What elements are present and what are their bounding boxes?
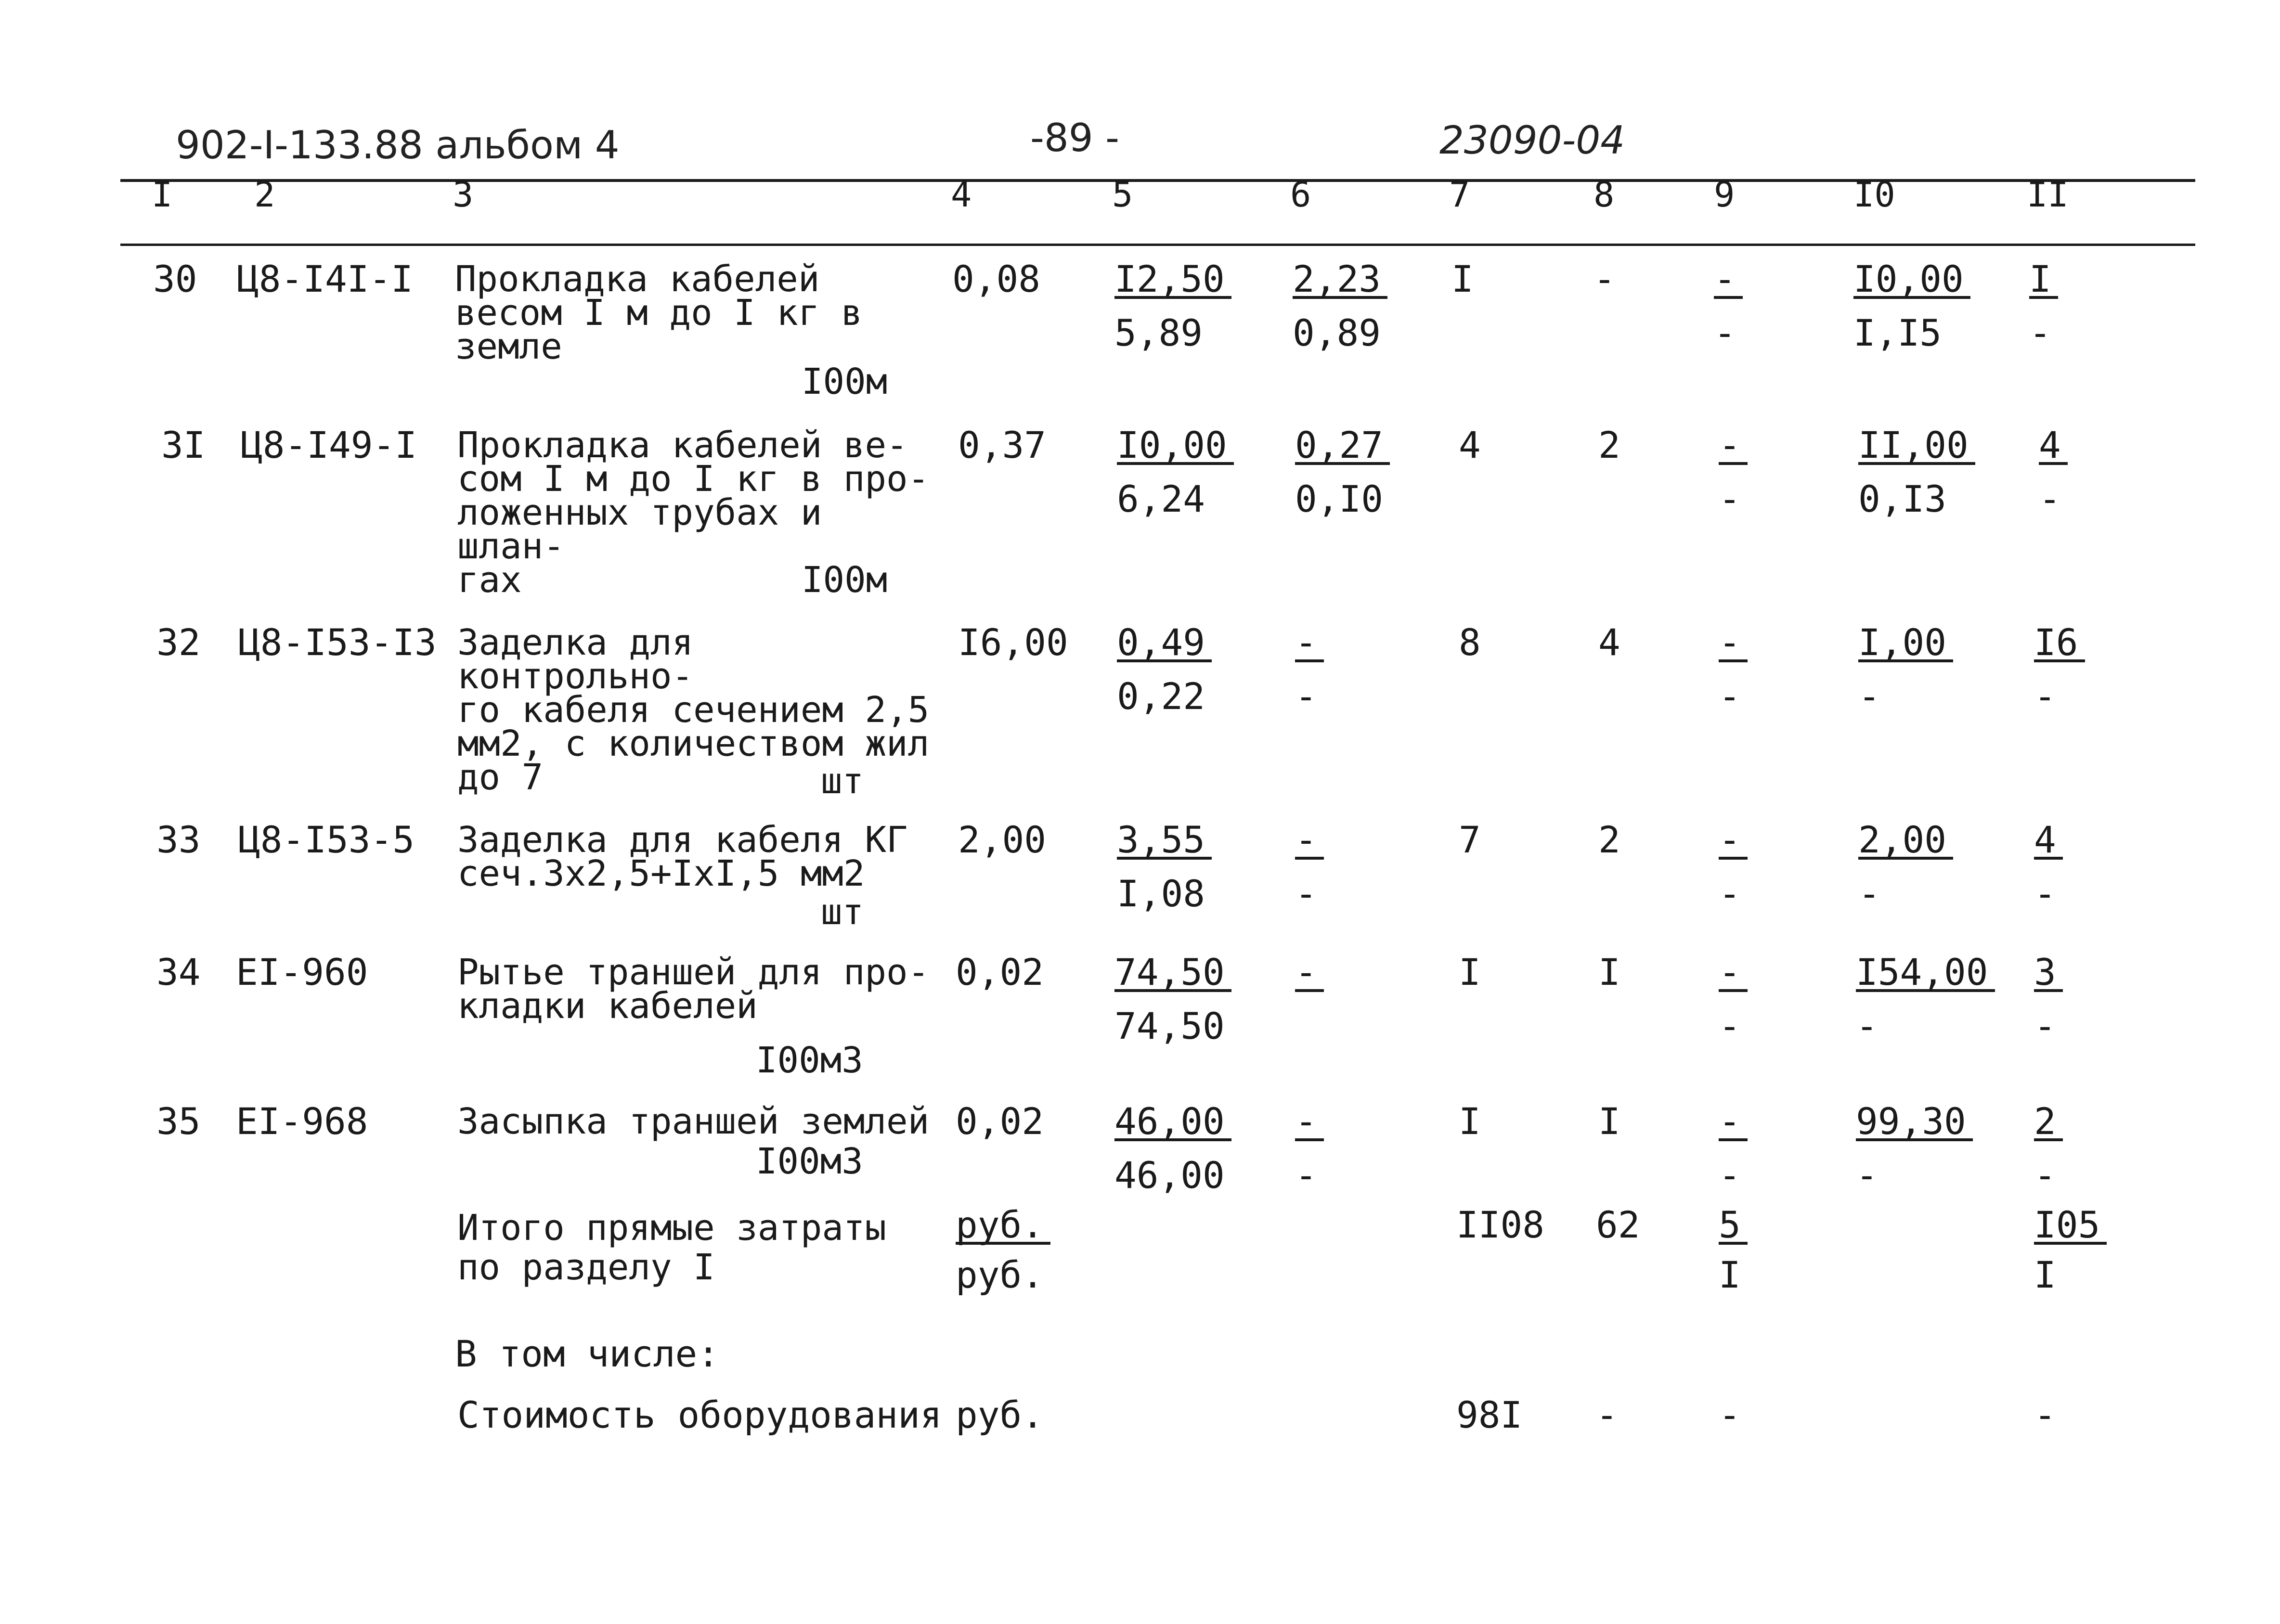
- row-33-col11: 4 -: [2034, 823, 2063, 911]
- col-num-8: 8: [1593, 174, 1615, 215]
- col-num-9: 9: [1714, 174, 1735, 215]
- stamp-code: 23090-04: [1439, 118, 1625, 163]
- row-31-num: 3I: [161, 424, 206, 466]
- equipment-col7: 98I: [1456, 1393, 1523, 1436]
- row-30-qty: 0,08: [952, 258, 1041, 300]
- row-34-num: 34: [156, 951, 201, 993]
- row-33-col8: 2: [1598, 818, 1620, 861]
- page-number: -89 -: [1030, 116, 1119, 160]
- row-34-col9: - -: [1719, 955, 1748, 1043]
- row-32-unit: шт: [821, 760, 864, 802]
- row-32-col10: I,00 -: [1858, 626, 1953, 713]
- row-31-col11: 4 -: [2039, 428, 2068, 516]
- row-33-col9: - -: [1719, 823, 1748, 911]
- row-30-unit: I00м: [802, 361, 888, 402]
- row-35-col6: - -: [1295, 1105, 1324, 1192]
- row-32-description: Заделка для контрольно- го кабеля сечением 2,5 мм2, с количеством жил до 7: [457, 622, 930, 798]
- row-34-col8: I: [1598, 951, 1620, 993]
- row-33-description: Заделка для кабеля КГ сеч.3х2,5+IxI,5 мм2: [457, 819, 908, 894]
- row-31-description: Прокладка кабелей ве- сом I м до I кг в про- ложенных трубах и шлан- гах: [457, 425, 930, 601]
- row-32-col6: - -: [1295, 626, 1324, 713]
- row-34-code: EI-960: [236, 951, 368, 993]
- row-32-col7: 8: [1459, 621, 1481, 664]
- col-num-1: I: [152, 174, 173, 215]
- row-33-num: 33: [156, 818, 201, 861]
- row-35-col9: - -: [1719, 1105, 1748, 1192]
- col-num-11: II: [2027, 174, 2069, 215]
- row-32-col9: - -: [1719, 626, 1748, 713]
- row-35-qty: 0,02: [956, 1100, 1044, 1143]
- row-30-col9: - -: [1714, 262, 1743, 350]
- col-num-7: 7: [1449, 174, 1470, 215]
- row-30-col10: $\frac{I0,00}{I,I5}$: [1853, 262, 1970, 350]
- row-35-col5: $\frac{46,00}{46,00}$: [1114, 1105, 1231, 1192]
- row-31-qty: 0,37: [958, 424, 1047, 466]
- row-35-col10: 99,30 -: [1856, 1105, 1973, 1192]
- row-31-code: Ц8-I49-I: [241, 424, 417, 466]
- equipment-col8: -: [1596, 1393, 1618, 1436]
- totals-col11: $\frac{I05}{I}$: [2034, 1208, 2107, 1292]
- row-32-col5: $\frac{0,49}{0,22}$: [1117, 626, 1212, 713]
- row-31-col6: $\frac{0,27}{0,I0}$: [1295, 428, 1390, 516]
- row-34-col7: I: [1459, 951, 1481, 993]
- row-30-col8: -: [1593, 258, 1616, 300]
- row-30-col5: $\frac{I2,50}{5,89}$: [1114, 262, 1231, 350]
- row-32-col8: 4: [1598, 621, 1620, 664]
- row-32-num: 32: [156, 621, 201, 664]
- row-35-col8: I: [1598, 1100, 1620, 1143]
- row-35-col7: I: [1459, 1100, 1481, 1143]
- row-31-col8: 2: [1598, 424, 1620, 466]
- row-31-unit: I00м: [802, 559, 888, 601]
- row-34-description: Рытье траншей для про- кладки кабелей: [457, 952, 930, 1027]
- including-label: В том числе:: [455, 1332, 720, 1375]
- row-33-col7: 7: [1459, 818, 1481, 861]
- equipment-col11: -: [2034, 1393, 2056, 1436]
- row-33-col5: $\frac{3,55}{I,08}$: [1117, 823, 1212, 911]
- document-code: 902-I-133.88 альбом 4: [176, 123, 620, 168]
- row-34-col11: 3 -: [2034, 955, 2063, 1043]
- totals-unit: руб. руб.: [956, 1208, 1050, 1292]
- col-num-6: 6: [1290, 174, 1311, 215]
- row-30-col6: $\frac{2,23}{0,89}$: [1293, 262, 1387, 350]
- row-31-col5: $\frac{I0,00}{6,24}$: [1117, 428, 1234, 516]
- row-33-unit: шт: [821, 891, 864, 933]
- row-33-code: Ц8-I53-5: [238, 818, 415, 861]
- row-35-col11: 2 -: [2034, 1105, 2063, 1192]
- row-31-col7: 4: [1459, 424, 1481, 466]
- row-34-col10: I54,00 -: [1856, 955, 1995, 1043]
- col-num-5: 5: [1112, 174, 1133, 215]
- row-30-description: Прокладка кабелей весом I м до I кг в земле: [455, 258, 863, 367]
- row-34-col5: $\frac{74,50}{74,50}$: [1114, 955, 1231, 1043]
- totals-col7: II08: [1456, 1203, 1545, 1246]
- col-num-10: I0: [1853, 174, 1895, 215]
- equipment-unit: руб.: [956, 1393, 1044, 1436]
- row-33-qty: 2,00: [958, 818, 1047, 861]
- row-30-code: Ц8-I4I-I: [237, 258, 414, 300]
- row-35-num: 35: [156, 1100, 201, 1143]
- col-num-2: 2: [254, 174, 275, 215]
- row-33-col10: 2,00 -: [1858, 823, 1953, 911]
- row-35-code: EI-968: [236, 1100, 368, 1143]
- equipment-label: Стоимость оборудования: [457, 1393, 942, 1436]
- row-31-col9: - -: [1719, 428, 1748, 516]
- totals-col8: 62: [1596, 1203, 1640, 1246]
- col-num-3: 3: [453, 174, 474, 215]
- equipment-col9: -: [1719, 1393, 1741, 1436]
- row-32-qty: I6,00: [958, 621, 1068, 664]
- row-35-unit: I00м3: [756, 1141, 863, 1182]
- col-num-4: 4: [951, 174, 972, 215]
- row-34-unit: I00м3: [756, 1040, 863, 1081]
- row-31-col10: $\frac{II,00}{0,I3}$: [1858, 428, 1975, 516]
- row-30-col11: I -: [2029, 262, 2058, 350]
- row-30-num: 30: [153, 258, 197, 300]
- row-33-col6: - -: [1295, 823, 1324, 911]
- row-34-col6: -: [1295, 955, 1324, 1009]
- totals-col9: $\frac{5}{I}$: [1719, 1208, 1748, 1292]
- totals-label: Итого прямые затраты по разделу I: [457, 1207, 887, 1288]
- row-30-col7: I: [1451, 258, 1474, 300]
- row-32-col11: I6 -: [2034, 626, 2085, 713]
- row-34-qty: 0,02: [956, 951, 1044, 993]
- row-32-code: Ц8-I53-I3: [238, 621, 437, 664]
- row-35-description: Засыпка траншей землей: [457, 1101, 930, 1142]
- header-bottom-rule: [120, 244, 2195, 246]
